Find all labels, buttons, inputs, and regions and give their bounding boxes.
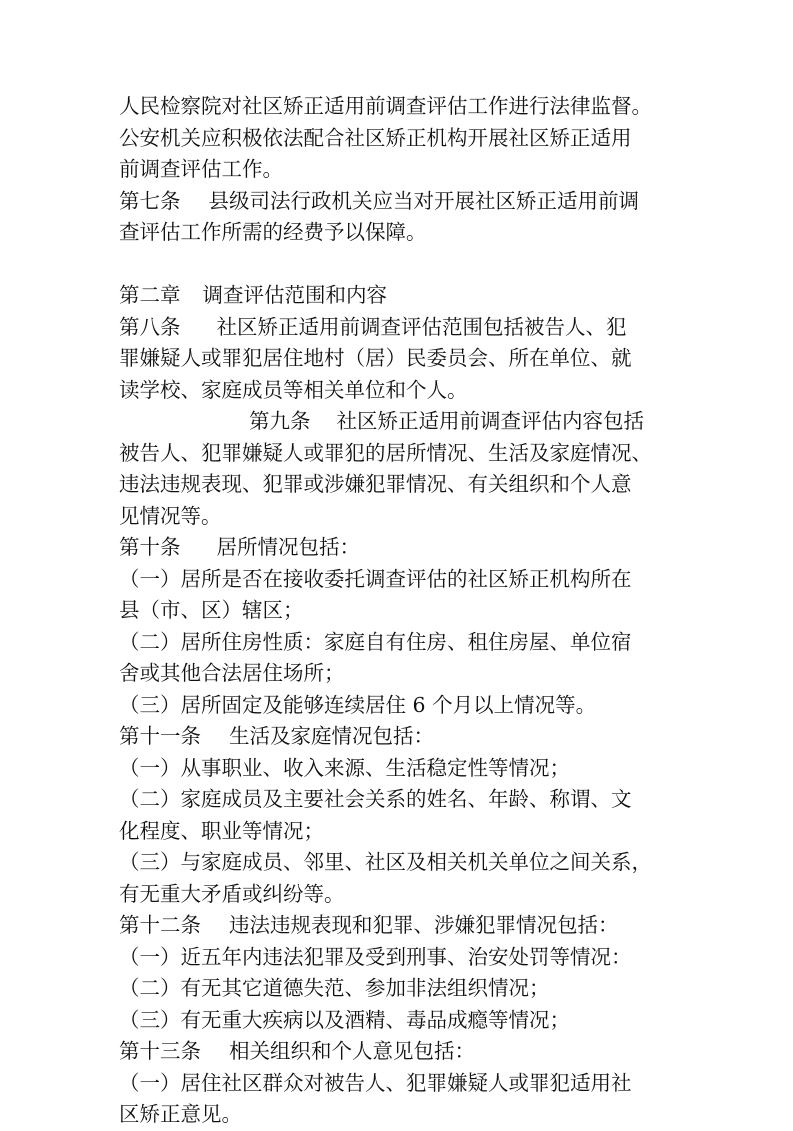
article-text: 县级司法行政机关应当对开展社区矫正适用前调 <box>208 188 639 213</box>
article-text: 社区矫正适用前调查评估范围包括被告人、犯 <box>216 314 627 339</box>
article-text: 生活及家庭情况包括： <box>229 724 434 748</box>
article-9-continuation: 违法违规表现、犯罪或涉嫌犯罪情况、有关组织和个人意 <box>119 472 632 496</box>
list-item: （三）居所固定及能够连续居住 6 个月以上情况等。 <box>119 692 597 717</box>
list-item: （二）居所住房性质：家庭自有住房、租住房屋、单位宿 <box>119 629 632 654</box>
article-9-continuation: 见情况等。 <box>119 503 222 528</box>
list-item: 县（市、区）辖区； <box>119 598 304 622</box>
article-7 <box>119 186 699 218</box>
article-8-continuation: 罪嫌疑人或罪犯居住地村（居）民委员会、所在单位、就 <box>119 346 632 370</box>
intro-line: 前调查评估工作。 <box>119 157 283 181</box>
article-10 <box>119 532 699 564</box>
article-12 <box>119 910 699 942</box>
article-text: 违法违规表现和犯罪、涉嫌犯罪情况包括： <box>229 913 619 937</box>
list-item: （三）有无重大疾病以及酒精、毒品成瘾等情况； <box>119 1007 570 1032</box>
article-8 <box>119 312 699 344</box>
article-7-continuation: 查评估工作所需的经费予以保障。 <box>119 220 427 244</box>
article-label: 第十二条 <box>119 913 201 937</box>
chapter-label: 第二章 <box>119 283 181 307</box>
list-item: （二）有无其它道德失范、参加非法组织情况； <box>119 976 550 1000</box>
list-item: 有无重大矛盾或纠纷等。 <box>119 881 345 906</box>
blank-line <box>119 249 699 281</box>
article-label: 第十条 <box>119 535 181 559</box>
chapter-heading <box>119 280 699 312</box>
intro-line: 人民检察院对社区矫正适用前调查评估工作进行法律监督。 <box>119 94 652 118</box>
article-label: 第八条 <box>119 314 181 339</box>
list-item: （一）近五年内违法犯罪及受到刑事、治安处罚等情况： <box>119 944 632 969</box>
intro-line: 公安机关应积极依法配合社区矫正机构开展社区矫正适用 <box>119 125 632 150</box>
article-9-continuation: 被告人、犯罪嫌疑人或罪犯的居所情况、生活及家庭情况、 <box>119 440 652 465</box>
list-item: （三）与家庭成员、邻里、社区及相关机关单位之间关系， <box>119 850 652 874</box>
article-text: 社区矫正适用前调查评估内容包括 <box>336 409 644 433</box>
article-13 <box>119 1036 699 1068</box>
document-body <box>119 91 699 1131</box>
article-text: 相关组织和个人意见包括： <box>229 1039 475 1063</box>
list-item: （一）居住社区群众对被告人、犯罪嫌疑人或罪犯适用社 <box>119 1070 632 1095</box>
list-item: （一）从事职业、收入来源、生活稳定性等情况； <box>119 755 570 780</box>
article-label: 第十一条 <box>119 724 201 748</box>
list-item: 区矫正意见。 <box>119 1102 242 1126</box>
article-9 <box>119 406 699 438</box>
article-8-continuation: 读学校、家庭成员等相关单位和个人。 <box>119 377 468 402</box>
chapter-title: 调查评估范围和内容 <box>202 283 387 307</box>
list-item: 化程度、职业等情况； <box>119 818 324 843</box>
list-item: （二）家庭成员及主要社会关系的姓名、年龄、称谓、文 <box>119 787 632 811</box>
article-11 <box>119 721 699 753</box>
list-item: （一）居所是否在接收委托调查评估的社区矫正机构所在 <box>119 566 632 591</box>
article-label: 第七条 <box>119 188 181 213</box>
article-text: 居所情况包括： <box>216 535 360 559</box>
article-label: 第九条 <box>249 409 311 433</box>
article-label: 第十三条 <box>119 1039 201 1063</box>
list-item: 舍或其他合法居住场所； <box>119 661 345 685</box>
